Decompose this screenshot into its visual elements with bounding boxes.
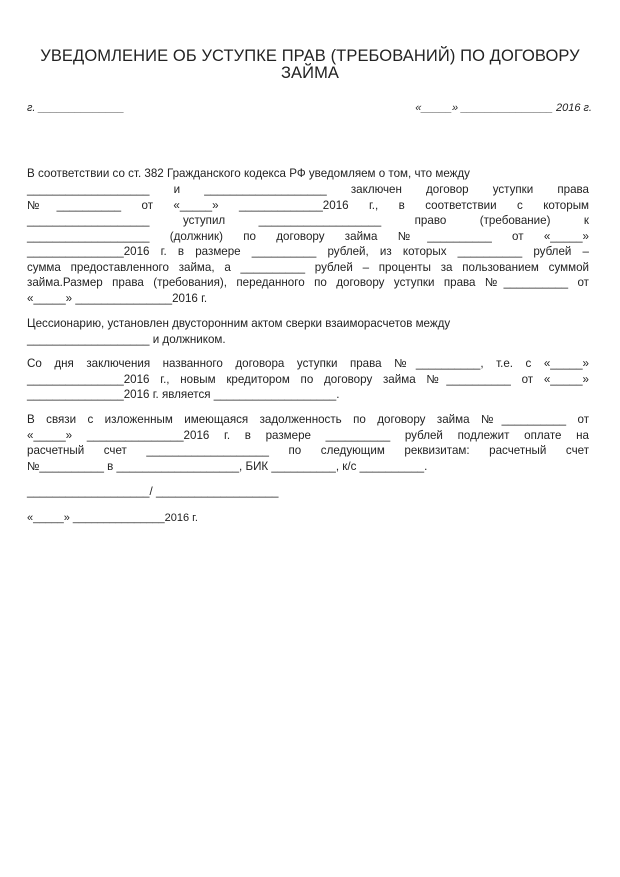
paragraph-2-line-1: Цессионарию, установлен двусторонним актом сверки взаиморасчетов между: [27, 317, 451, 330]
paragraph-1-line-9: «_____» _______________2016 г.: [27, 292, 208, 305]
header-date-field: «_____» _______________ 2016 г.: [415, 102, 592, 114]
title-line-1: УВЕДОМЛЕНИЕ ОБ УСТУПКЕ ПРАВ (ТРЕБОВАНИЙ) ПО ДОГОВОРУ: [40, 47, 580, 65]
title-line-2: ЗАЙМА: [280, 64, 340, 82]
paragraph-1-line-1: В соответствии со ст. 382 Гражданского кодекса РФ уведомляем о том, что между: [27, 167, 470, 180]
paragraph-2-line-2: ___________________ и должником.: [27, 333, 226, 346]
paragraph-3-line-1: Со дня заключения названного договора уступки права №__________, т.е. с «_____»: [27, 357, 589, 370]
paragraph-4-line-4: №__________ в ___________________, БИК __________, к/с __________.: [27, 460, 428, 473]
paragraph-1-line-2: ___________________ и ___________________ заключен договор уступки права: [27, 183, 589, 196]
place-field: г. ______________: [27, 102, 125, 114]
paragraph-1-line-3: №__________ от «_____» _____________2016 г., в соответствии с которым: [27, 199, 589, 212]
paragraph-1-line-4: ___________________ уступил ___________________ право (требование) к: [27, 214, 589, 227]
paragraph-1-line-8: займа.Размер права (требования), переданного по договору уступки права №__________ от: [27, 276, 589, 289]
closing-date-field: «_____» _______________2016 г.: [27, 512, 198, 524]
paragraph-1-line-5: ___________________ (должник) по договору займа №__________ от «_____»: [27, 230, 589, 243]
paragraph-4-line-2: «_____» _______________2016 г. в размере __________ рублей подлежит оплате на: [27, 429, 589, 442]
paragraph-4-line-1: В связи с изложенным имеющаяся задолженность по договору займа №__________ от: [27, 413, 589, 426]
signature-line: ___________________/ ___________________: [27, 485, 279, 498]
document-title: [20, 48, 600, 82]
paragraph-3-line-2: _______________2016 г., новым кредитором по договору займа №__________ от «_____»: [27, 373, 589, 386]
paragraph-3-line-3: _______________2016 г. является ___________________.: [27, 388, 340, 401]
paragraph-1-line-7: сумма предоставленного займа, а __________ рублей – проценты за пользованием суммой: [27, 261, 589, 274]
paragraph-1-line-6: _______________2016 г. в размере __________ рублей, из которых __________ рублей –: [27, 245, 589, 258]
paragraph-4-line-3: расчетный счет ___________________ по следующим реквизитам: расчетный счет: [27, 444, 589, 457]
